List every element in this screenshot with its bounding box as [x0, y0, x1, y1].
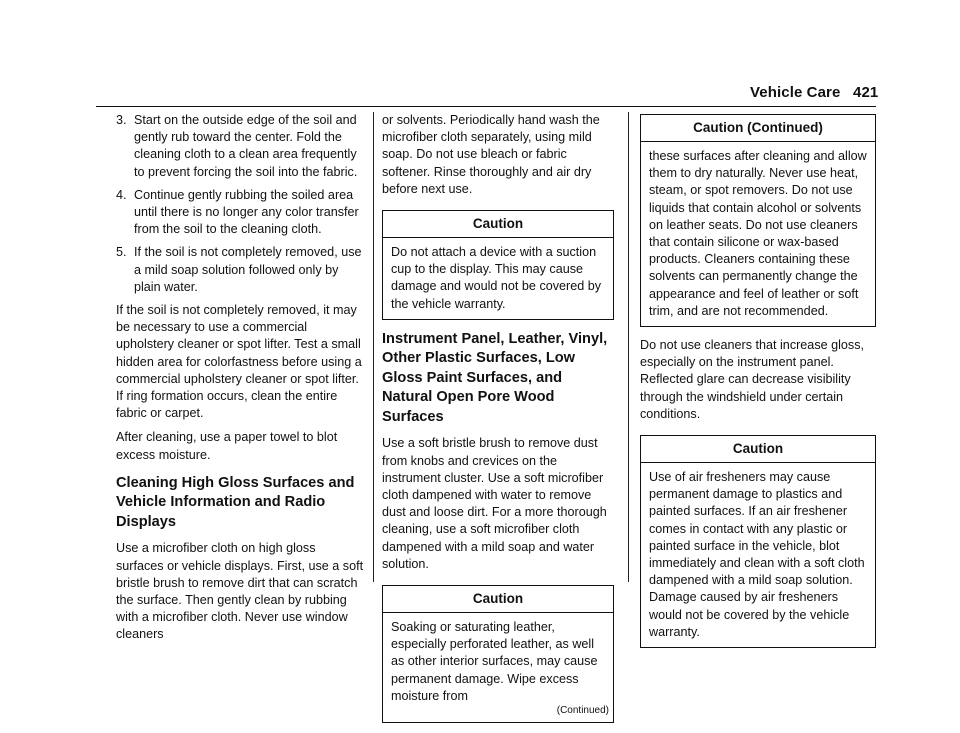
caution-title: Caution (Continued): [641, 115, 875, 142]
continued-label: (Continued): [556, 704, 609, 716]
caution-box: [640, 435, 876, 648]
list-item: [116, 244, 364, 296]
step-number: 3.: [116, 113, 127, 127]
step-text: If the soil is not completely removed, use a mild soap solution followed only by plain water.: [134, 245, 362, 294]
body-paragraph: If the soil is not completely removed, it may be necessary to use a commercial upholstery cleaner or spot lifter. Test a small hidden area for colorfastness before using a commercial upholstery cleaner or spot lifter. If ring formation occurs, clean the entire fabric or carpet.: [116, 303, 362, 421]
header-rule: [96, 106, 876, 107]
running-header-title: Vehicle Care: [750, 84, 841, 101]
column-divider: [628, 112, 629, 582]
caution-title: Caution: [383, 211, 613, 238]
column-divider: [373, 112, 374, 582]
step-number: 4.: [116, 187, 127, 202]
caution-box: [382, 585, 614, 723]
body-paragraph: Use a microfiber cloth on high gloss surfaces or vehicle displays. First, use a soft bristle brush to remove dirt that can scratch the surface. Then gently clean by rubbing with a microfiber cloth. Never use window cleaners: [116, 541, 364, 642]
caution-text: Soaking or saturating leather, especially perforated leather, as well as other interior surfaces, may cause permanent damage. Wipe excess moisture from: [391, 619, 598, 703]
body-paragraph: Use a soft bristle brush to remove dust from knobs and crevices on the instrument cluster. Use a soft microfiber cloth dampened with water to remove dust and loose dirt. For a more thorough cleaning, use a soft microfiber cloth dampened with a mild soap and water solution.: [382, 436, 607, 571]
step-text: Start on the outside edge of the soil and gently rub toward the center. Fold the cleaning cloth to a clean area frequently to prevent forcing the soil into the fabric.: [134, 113, 358, 179]
column-2: [382, 112, 614, 733]
section-heading: Cleaning High Gloss Surfaces and Vehicle Information and Radio Displays: [116, 474, 355, 530]
caution-box: [640, 114, 876, 327]
caution-text: Use of air fresheners may cause permanent damage to plastics and painted surfaces. If an air freshener comes in contact with any plastic or painted surface in the vehicle, blot immediately and clean with a soft cloth dampened with a mild soap solution. Damage caused by air fresheners would not be covered by the vehicle warranty.: [649, 470, 865, 639]
page-number: 421: [853, 84, 879, 101]
column-1: [116, 112, 364, 651]
body-paragraph: or solvents. Periodically hand wash the microfiber cloth separately, using mild soap. Do not use bleach or fabric softener. Rinse thoroughly and air dry before next use.: [382, 113, 600, 196]
list-item: [116, 187, 364, 239]
body-paragraph: After cleaning, use a paper towel to blot excess moisture.: [116, 430, 338, 462]
caution-text: Do not attach a device with a suction cup to the display. This may cause damage and would not be covered by the vehicle warranty.: [391, 245, 602, 311]
caution-title: Caution: [641, 436, 875, 463]
caution-box: [382, 210, 614, 320]
list-item: [116, 112, 364, 181]
column-3: [640, 112, 876, 658]
section-heading: Instrument Panel, Leather, Vinyl, Other Plastic Surfaces, Low Gloss Paint Surfaces, and Natural Open Pore Wood Surfaces: [382, 330, 608, 425]
caution-title: Caution: [383, 586, 613, 613]
step-number: 5.: [116, 245, 127, 260]
caution-text: these surfaces after cleaning and allow them to dry naturally. Never use heat, steam, or spot removers. Do not use liquids that contain alcohol or solvents on leather seats. Do not use cleaners that contain silicone or wax-based products. Cleaners containing these solvents can permanently change the appearance and feel of leather or soft trim, and are not recommended.: [649, 149, 867, 318]
body-paragraph: Do not use cleaners that increase gloss, especially on the instrument panel. Reflected glare can decrease visibility through the windshield under certain conditions.: [640, 338, 865, 421]
step-text: Continue gently rubbing the soiled area until there is no longer any color transfer from the soil to the cleaning cloth.: [134, 187, 359, 237]
